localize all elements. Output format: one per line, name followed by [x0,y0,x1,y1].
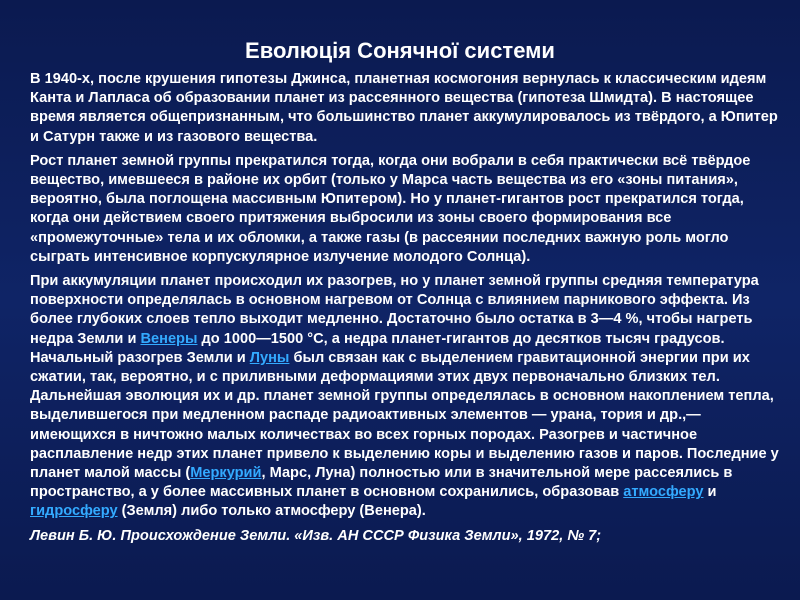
paragraph-3-text-6: (Земля) либо только атмосферу (Венера). [117,503,426,520]
paragraph-1: В 1940-х, после крушения гипотезы Джинса, планетная космогония вернулась к классическим идеям Канта и Лапласа об образовании планет из рассеянного вещества (гипотеза Шмидта). В настоящее время является общепризнанным, что большинство планет аккумулировалось из твёрдого, а Юпитер и Сатурн также и из газового вещества. [30,71,778,145]
link-venus[interactable]: Венеры [140,330,198,347]
paragraph-3-text-4: , Марс, Луна) полностью или в значительной мере рассеялись в пространство, а у более массивных планет в основном сохранились, образовав [30,465,733,501]
link-mercury[interactable]: Меркурий [190,465,262,482]
paragraph-2: Рост планет земной группы прекратился тогда, когда они вобрали в себя практически всё твёрдое вещество, имевшееся в районе их орбит (только у Марса часть вещества из его «зоны питания», вероятно, была поглощена массивным Юпитером). Но у планет-гигантов рост прекратился тогда, когда они действием своего притяжения выбросили из зоны своего формирования все «промежуточные» тела и их обломки, а также газы (в рассеянии последних важную роль могло сыграть интенсивное корпускулярное излучение молодого Солнца). [30,152,751,265]
slide-body [30,70,780,551]
slide-title: Еволюція Сонячної системи [245,38,555,63]
link-atmosphere[interactable]: атмосферу [623,484,704,501]
paragraph-3-text-3: был связан как с выделением гравитационной энергии при их сжатии, так, вероятно, и с приливными деформациями этих двух первоначально близких тел. Дальнейшая эволюция их и др. планет земной группы определялась в основном накоплением тепла, выделившегося при медленном распаде радиоактивных элементов — урана, тория и др.,—имеющихся в ничтожно малых количествах во всех горных породах. Разогрев и частичное расплавление недр этих планет привело к выделению коры и выделению газов и паров. Последние у планет малой массы ( [30,349,779,482]
paragraph-3-text-5: и [703,484,717,501]
reference: Левин Б. Ю. Происхождение Земли. «Изв. АН СССР Физика Земли», 1972, № 7; [30,527,602,544]
paragraph-3 [30,272,780,522]
paragraph-3-text-1: При аккумуляции планет происходил их разогрев, но у планет земной группы средняя температура поверхности определялась в основном нагревом от Солнца с влиянием парникового эффекта. Из более глубоких слоев тепло выходит медленно. Достаточно было остатка в 3—4 %, чтобы нагреть недра Земли и [30,273,759,347]
link-moon[interactable]: Луны [249,349,290,366]
link-hydrosphere[interactable]: гидросферу [30,503,118,520]
paragraph-3-text-2: до 1000—1500 °С, а недра планет-гигантов до десятков тысяч градусов. Начальный разогрев Земли и [30,330,725,366]
